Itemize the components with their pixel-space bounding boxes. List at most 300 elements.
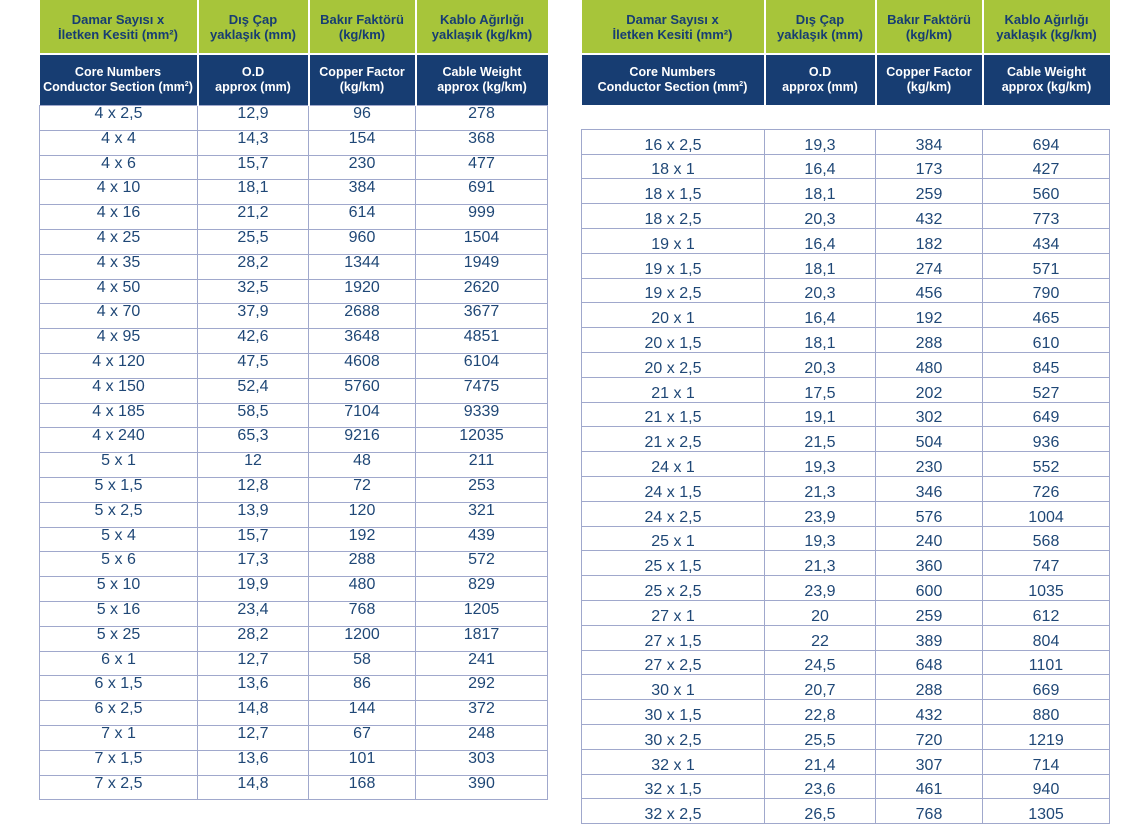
table-row [40,428,548,453]
cable-table-left [39,0,548,800]
cell-outer-diameter: 21,2 [198,205,309,230]
table-row [40,725,548,750]
cell-cable-weight: 278 [416,106,548,131]
cell-core-section: 16 x 2,5 [582,129,765,154]
header-tr-core-section [40,0,198,54]
cell-outer-diameter: 18,1 [765,179,876,204]
cell-copper-factor: 461 [876,774,983,799]
cell-core-section: 5 x 16 [40,601,198,626]
cell-cable-weight: 3677 [416,304,548,329]
cell-core-section: 20 x 1 [582,303,765,328]
cell-cable-weight: 303 [416,750,548,775]
cell-copper-factor: 1344 [309,254,416,279]
cell-outer-diameter: 21,3 [765,476,876,501]
cell-copper-factor: 288 [309,552,416,577]
header-line [417,80,548,95]
cell-cable-weight: 241 [416,651,548,676]
table-row [582,526,1110,551]
header-line: (kg/km) [338,26,386,42]
cell-core-section: 6 x 2,5 [40,701,198,726]
spacer-row [582,105,1110,129]
cell-outer-diameter: 47,5 [198,353,309,378]
table-row [582,600,1110,625]
cell-core-section: 4 x 70 [40,304,198,329]
cell-copper-factor: 274 [876,253,983,278]
cell-cable-weight: 1004 [983,501,1110,526]
table-row [40,254,548,279]
header-tr-copper-factor [309,0,416,54]
header-text: Conductor Section (mm [597,80,740,94]
cell-core-section: 27 x 1 [582,600,765,625]
cell-cable-weight: 552 [983,452,1110,477]
header-line: Kablo Ağırlığı [439,11,525,27]
table-row [40,155,548,180]
cell-outer-diameter: 20,3 [765,204,876,229]
cell-outer-diameter: 16,4 [765,154,876,179]
table-row [40,577,548,602]
cell-copper-factor: 5760 [309,378,416,403]
cell-cable-weight: 790 [983,278,1110,303]
header-line: O.D [241,65,265,79]
cell-outer-diameter: 32,5 [198,279,309,304]
cell-cable-weight: 9339 [416,403,548,428]
cell-copper-factor: 173 [876,154,983,179]
cell-outer-diameter: 12,7 [198,725,309,750]
cell-copper-factor: 7104 [309,403,416,428]
header-tr-core-section [582,0,765,54]
cell-core-section: 5 x 2,5 [40,502,198,527]
cell-outer-diameter: 42,6 [198,329,309,354]
header-text: approx (kg/km) [1001,80,1092,94]
table-row [582,228,1110,253]
cell-core-section: 25 x 2,5 [582,576,765,601]
header-line: Copper Factor [886,65,972,79]
cell-outer-diameter: 20 [765,600,876,625]
header-line: yaklaşık (mm) [777,26,863,42]
table-row [582,576,1110,601]
cell-cable-weight: 572 [416,552,548,577]
table-row [582,179,1110,204]
cell-outer-diameter: 26,5 [765,799,876,824]
table-row [582,129,1110,154]
cell-cable-weight: 691 [416,180,548,205]
cell-core-section: 4 x 240 [40,428,198,453]
cell-copper-factor: 504 [876,427,983,452]
cell-core-section: 30 x 1,5 [582,700,765,725]
header-text: ) [188,80,193,94]
header-line: Dış Çap [228,11,278,27]
cell-copper-factor: 58 [309,651,416,676]
cell-outer-diameter: 16,4 [765,228,876,253]
cell-outer-diameter: 25,5 [765,724,876,749]
table-row [40,453,548,478]
table-row [40,701,548,726]
cell-cable-weight: 1305 [983,799,1110,824]
cell-outer-diameter: 19,3 [765,452,876,477]
cell-copper-factor: 360 [876,551,983,576]
cell-cable-weight: 999 [416,205,548,230]
table-row [582,452,1110,477]
cell-copper-factor: 614 [309,205,416,230]
header-text: approx (mm) [782,80,858,94]
table-row [582,625,1110,650]
cell-core-section: 4 x 10 [40,180,198,205]
table-row [40,304,548,329]
table-row [40,527,548,552]
cell-cable-weight: 2620 [416,279,548,304]
cell-outer-diameter: 20,3 [765,352,876,377]
cell-copper-factor: 72 [309,477,416,502]
table-row [582,501,1110,526]
table-row [582,204,1110,229]
header-line [984,80,1110,95]
header-tr-outer-diameter [765,0,876,54]
header-line: Cable Weight [1007,65,1086,79]
header-line: Core Numbers [74,65,162,79]
cell-cable-weight: 1205 [416,601,548,626]
cell-copper-factor: 2688 [309,304,416,329]
cell-copper-factor: 168 [309,775,416,800]
cell-cable-weight: 292 [416,676,548,701]
header-line: Dış Çap [795,11,845,27]
cell-outer-diameter: 19,1 [765,402,876,427]
cell-copper-factor: 1200 [309,626,416,651]
cell-core-section: 5 x 25 [40,626,198,651]
cell-core-section: 18 x 1,5 [582,179,765,204]
header-line: O.D [808,65,832,79]
cell-core-section: 20 x 1,5 [582,328,765,353]
cell-core-section: 19 x 2,5 [582,278,765,303]
table-row [40,279,548,304]
cell-copper-factor: 389 [876,625,983,650]
cell-copper-factor: 1920 [309,279,416,304]
cell-cable-weight: 372 [416,701,548,726]
cell-core-section: 21 x 1,5 [582,402,765,427]
cell-core-section: 24 x 1,5 [582,476,765,501]
cell-cable-weight: 773 [983,204,1110,229]
cell-cable-weight: 427 [983,154,1110,179]
table-row [582,675,1110,700]
table-row [582,303,1110,328]
cell-cable-weight: 465 [983,303,1110,328]
cell-outer-diameter: 15,7 [198,527,309,552]
cell-cable-weight: 211 [416,453,548,478]
cell-outer-diameter: 20,3 [765,278,876,303]
cell-core-section: 30 x 1 [582,675,765,700]
cell-cable-weight: 439 [416,527,548,552]
cell-outer-diameter: 21,5 [765,427,876,452]
table-body [582,105,1110,824]
table-row [40,403,548,428]
cell-outer-diameter: 23,4 [198,601,309,626]
cell-copper-factor: 346 [876,476,983,501]
cell-cable-weight: 612 [983,600,1110,625]
cell-cable-weight: 714 [983,749,1110,774]
header-line [877,80,982,95]
cell-cable-weight: 610 [983,328,1110,353]
cell-core-section: 27 x 2,5 [582,650,765,675]
cell-core-section: 4 x 16 [40,205,198,230]
cell-outer-diameter: 14,3 [198,130,309,155]
header-line: (kg/km) [905,26,953,42]
header-line: Bakır Faktörü [887,11,971,27]
header-line: Kablo Ağırlığı [1004,11,1089,27]
cell-cable-weight: 568 [983,526,1110,551]
cell-outer-diameter: 28,2 [198,254,309,279]
header-line [310,80,415,95]
cell-copper-factor: 768 [876,799,983,824]
cell-core-section: 30 x 2,5 [582,724,765,749]
cell-copper-factor: 240 [876,526,983,551]
cell-copper-factor: 144 [309,701,416,726]
header-line [766,80,875,95]
cell-core-section: 4 x 2,5 [40,106,198,131]
table-row [582,278,1110,303]
table-row [582,551,1110,576]
cell-outer-diameter: 23,6 [765,774,876,799]
cell-copper-factor: 48 [309,453,416,478]
cell-copper-factor: 86 [309,676,416,701]
cell-copper-factor: 230 [309,155,416,180]
cell-core-section: 4 x 185 [40,403,198,428]
cell-copper-factor: 600 [876,576,983,601]
cell-copper-factor: 648 [876,650,983,675]
header-text: Conductor Section (mm [43,80,185,94]
cell-copper-factor: 202 [876,377,983,402]
cell-core-section: 7 x 2,5 [40,775,198,800]
cell-outer-diameter: 21,4 [765,749,876,774]
cell-core-section: 5 x 1,5 [40,477,198,502]
cell-copper-factor: 192 [309,527,416,552]
cell-core-section: 21 x 1 [582,377,765,402]
cell-outer-diameter: 18,1 [765,328,876,353]
cell-core-section: 4 x 120 [40,353,198,378]
cell-cable-weight: 390 [416,775,548,800]
header-en-copper-factor [876,54,983,105]
cell-cable-weight: 940 [983,774,1110,799]
cell-cable-weight: 669 [983,675,1110,700]
cell-copper-factor: 768 [309,601,416,626]
cell-cable-weight: 4851 [416,329,548,354]
cell-copper-factor: 384 [309,180,416,205]
cell-copper-factor: 480 [876,352,983,377]
cell-copper-factor: 182 [876,228,983,253]
cell-cable-weight: 248 [416,725,548,750]
cell-outer-diameter: 14,8 [198,775,309,800]
cell-core-section: 4 x 150 [40,378,198,403]
cell-outer-diameter: 28,2 [198,626,309,651]
cell-core-section: 20 x 2,5 [582,352,765,377]
cell-cable-weight: 1101 [983,650,1110,675]
cell-core-section: 5 x 6 [40,552,198,577]
table-row [582,700,1110,725]
cell-copper-factor: 480 [309,577,416,602]
cell-outer-diameter: 37,9 [198,304,309,329]
table-row [582,476,1110,501]
header-row-turkish [582,0,1110,54]
cell-outer-diameter: 12,7 [198,651,309,676]
cell-cable-weight: 936 [983,427,1110,452]
table-row [40,775,548,800]
cell-cable-weight: 1817 [416,626,548,651]
cell-cable-weight: 12035 [416,428,548,453]
cell-outer-diameter: 16,4 [765,303,876,328]
cell-core-section: 25 x 1,5 [582,551,765,576]
header-en-cable-weight [983,54,1110,105]
cell-core-section: 7 x 1,5 [40,750,198,775]
cell-cable-weight: 1949 [416,254,548,279]
cell-core-section: 32 x 1 [582,749,765,774]
cell-cable-weight: 368 [416,130,548,155]
cell-cable-weight: 1504 [416,229,548,254]
cell-outer-diameter: 13,9 [198,502,309,527]
table-row [582,774,1110,799]
cell-core-section: 32 x 1,5 [582,774,765,799]
table-row [40,229,548,254]
cell-cable-weight: 6104 [416,353,548,378]
cell-core-section: 6 x 1,5 [40,676,198,701]
cell-core-section: 4 x 25 [40,229,198,254]
cell-cable-weight: 560 [983,179,1110,204]
header-text: approx (kg/km) [437,80,527,94]
table-row [40,106,548,131]
cell-outer-diameter: 65,3 [198,428,309,453]
cell-core-section: 21 x 2,5 [582,427,765,452]
cell-copper-factor: 720 [876,724,983,749]
cell-cable-weight: 7475 [416,378,548,403]
header-text: (kg/km) [339,80,385,94]
table-row [40,626,548,651]
cell-copper-factor: 432 [876,204,983,229]
header-row-english [40,54,548,106]
table-row [40,601,548,626]
header-line: yaklaşık (mm) [210,26,296,42]
cell-core-section: 19 x 1 [582,228,765,253]
table-row [40,750,548,775]
cell-copper-factor: 9216 [309,428,416,453]
header-tr-cable-weight [416,0,548,54]
cell-copper-factor: 384 [876,129,983,154]
header-tr-copper-factor [876,0,983,54]
cell-cable-weight: 829 [416,577,548,602]
table-row [40,676,548,701]
cell-copper-factor: 307 [876,749,983,774]
spacer-cell [582,105,1110,129]
cell-copper-factor: 96 [309,106,416,131]
header-en-copper-factor [309,54,416,106]
cable-table-right [581,0,1110,824]
cell-outer-diameter: 19,3 [765,129,876,154]
cell-cable-weight: 726 [983,476,1110,501]
cell-core-section: 18 x 1 [582,154,765,179]
cell-cable-weight: 477 [416,155,548,180]
header-line: Copper Factor [319,65,405,79]
cell-outer-diameter: 12,9 [198,106,309,131]
cell-cable-weight: 527 [983,377,1110,402]
table-row [582,253,1110,278]
cell-outer-diameter: 24,5 [765,650,876,675]
header-line [40,80,197,95]
cell-cable-weight: 321 [416,502,548,527]
header-line: Damar Sayısı x [626,11,719,27]
cell-outer-diameter: 13,6 [198,750,309,775]
cell-core-section: 4 x 35 [40,254,198,279]
cell-outer-diameter: 12,8 [198,477,309,502]
cell-outer-diameter: 19,3 [765,526,876,551]
header-line: İletken Kesiti (mm²) [58,26,178,42]
header-text: (kg/km) [906,80,952,94]
cell-copper-factor: 154 [309,130,416,155]
table-row [40,378,548,403]
header-line: yaklaşık (kg/km) [431,26,533,42]
table-row [582,749,1110,774]
header-tr-outer-diameter [198,0,309,54]
cell-cable-weight: 253 [416,477,548,502]
header-en-core-section [40,54,198,106]
cell-core-section: 4 x 6 [40,155,198,180]
cell-outer-diameter: 58,5 [198,403,309,428]
header-tr-cable-weight [983,0,1110,54]
cell-copper-factor: 456 [876,278,983,303]
cell-outer-diameter: 21,3 [765,551,876,576]
cell-copper-factor: 960 [309,229,416,254]
header-text: approx (mm) [215,80,291,94]
table-row [582,402,1110,427]
cell-copper-factor: 288 [876,675,983,700]
header-row-english [582,54,1110,105]
cell-copper-factor: 230 [876,452,983,477]
header-line: İletken Kesiti (mm²) [612,26,733,42]
cell-outer-diameter: 12 [198,453,309,478]
cell-copper-factor: 302 [876,402,983,427]
cell-copper-factor: 259 [876,600,983,625]
header-line: Damar Sayısı x [71,11,165,27]
cell-cable-weight: 694 [983,129,1110,154]
cell-outer-diameter: 18,1 [765,253,876,278]
cell-cable-weight: 845 [983,352,1110,377]
cell-outer-diameter: 22,8 [765,700,876,725]
cell-cable-weight: 880 [983,700,1110,725]
cell-copper-factor: 67 [309,725,416,750]
table-row [40,205,548,230]
cell-core-section: 27 x 1,5 [582,625,765,650]
header-en-core-section [582,54,765,105]
table-row [40,329,548,354]
cell-core-section: 5 x 10 [40,577,198,602]
cell-core-section: 18 x 2,5 [582,204,765,229]
cell-copper-factor: 120 [309,502,416,527]
cell-cable-weight: 649 [983,402,1110,427]
cell-core-section: 24 x 2,5 [582,501,765,526]
header-line: Bakır Faktörü [320,11,404,27]
cell-outer-diameter: 13,6 [198,676,309,701]
cell-outer-diameter: 25,5 [198,229,309,254]
cell-cable-weight: 747 [983,551,1110,576]
cell-outer-diameter: 14,8 [198,701,309,726]
cell-copper-factor: 3648 [309,329,416,354]
cell-outer-diameter: 17,3 [198,552,309,577]
cell-outer-diameter: 52,4 [198,378,309,403]
table-row [40,651,548,676]
header-line: yaklaşık (kg/km) [996,26,1097,42]
cell-copper-factor: 432 [876,700,983,725]
table-row [40,477,548,502]
cell-copper-factor: 288 [876,328,983,353]
table-row [582,799,1110,824]
cell-copper-factor: 576 [876,501,983,526]
cell-outer-diameter: 18,1 [198,180,309,205]
cell-cable-weight: 1035 [983,576,1110,601]
